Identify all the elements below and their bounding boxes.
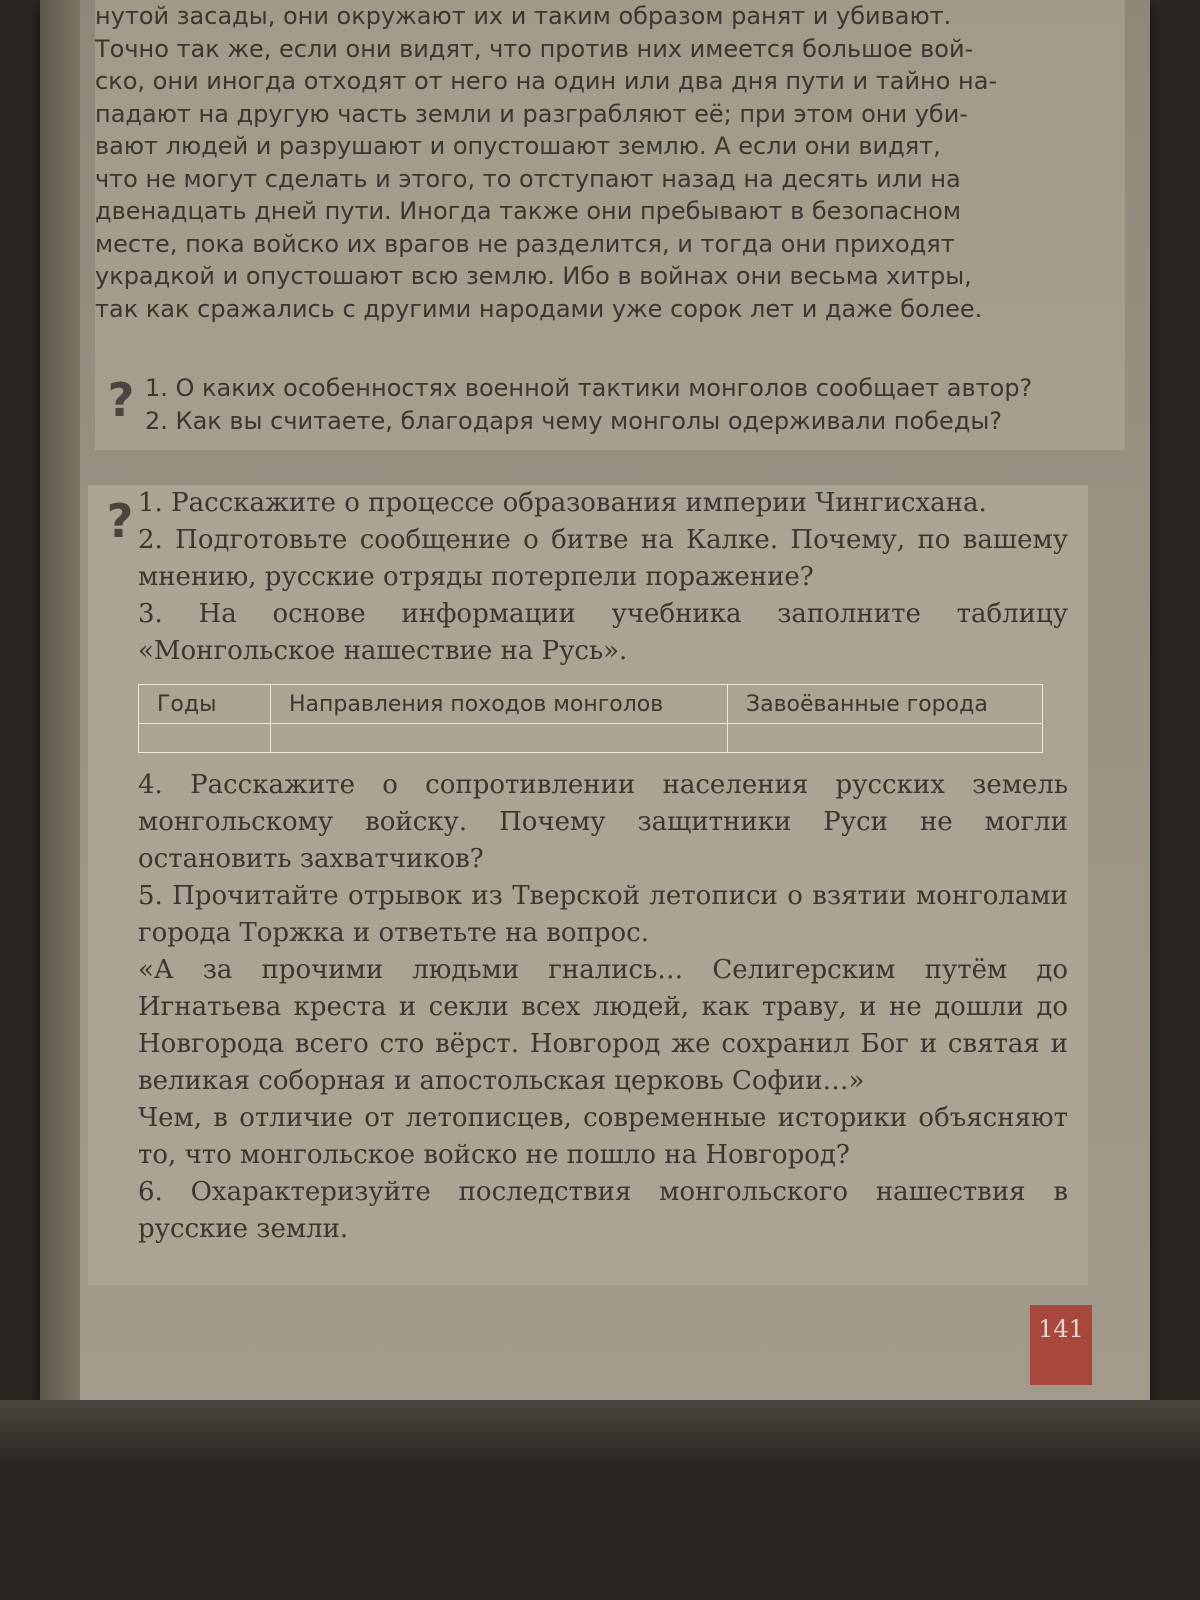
excerpt-question: 1. О каких особенностях военной тактики монголов сообщает автор? [145,374,1033,402]
table-header-directions: Направления походов монголов [271,685,728,724]
invasion-table [138,684,1043,753]
task-5: 5. Прочитайте отрывок из Тверской летописи о взятии монголами города Торжка и ответьте на вопрос. [138,881,1068,948]
task-6: 6. Охарактеризуйте последствия монгольского нашествия в русские земли. [138,1177,1068,1244]
task-4: 4. Расскажите о сопротивлении населения русских земель монгольскому войску. Почему защитники Руси не могли остановить захватчиков? [138,770,1068,874]
table-cell [271,724,728,753]
excerpt-line: падают на другую часть земли и разграбляют её; при этом они уби- [95,99,968,128]
table-cell [728,724,1043,753]
excerpt-line: двенадцать дней пути. Иногда также они пребывают в безопасном [95,197,961,225]
excerpt-line: месте, пока войско их врагов не разделится, и тогда они приходят [95,229,955,258]
table-cell [139,724,271,753]
task-2: 2. Подготовьте сообщение о битве на Калке. Почему, по вашему мнению, русские отряды потерпели поражение? [138,525,1068,592]
table-header-row [139,685,1043,724]
task-5-quote: «А за прочими людьми гнались… Селигерским путём до Игнатьева креста и секли всех людей, как траву, и не дошли до Новгорода всего сто вёрст. Новгород же сохранил Бог и святая и великая соборная и апостольская церковь Софии…» [138,955,1068,1096]
excerpt-question: 2. Как вы считаете, благодаря чему монголы одерживали победы? [145,407,1003,435]
table-header-years: Годы [139,685,271,724]
excerpt-line: так как сражались с другими народами уже сорок лет и даже более. [95,294,983,323]
table-row [139,724,1043,753]
table-header-cities: Завоёванные города [728,685,1043,724]
excerpt-line: ско, они иногда отходят от него на один или два дня пути и тайно на- [95,67,998,95]
excerpt-line: Точно так же, если они видят, что против них имеется большое вой- [95,34,974,63]
excerpt-line: что не могут сделать и этого, то отступают назад на десять или на [95,164,961,193]
excerpt-line: вают людей и разрушают и опустошают землю. А если они видят, [95,132,941,160]
table-surface [0,1400,1200,1460]
excerpt-questions [95,372,1095,438]
page-number: 141 [1030,1305,1092,1385]
excerpt-line: украдкой и опустошают всю землю. Ибо в войнах они весьма хитры, [95,262,972,290]
tasks-section [88,485,1088,1285]
question-mark-icon: ? [107,373,135,427]
question-mark-icon: ? [106,494,134,548]
tasks-list [138,485,1068,1248]
source-excerpt [95,0,1095,325]
task-1: 1. Расскажите о процессе образования империи Чингисхана. [138,488,987,518]
previous-page-edge [40,0,80,1400]
task-5-question: Чем, в отличие от летописцев, современные историки объясняют то, что монгольское войско не пошло на Новгород? [138,1103,1068,1170]
task-3: 3. На основе информации учебника заполните таблицу «Монгольское нашествие на Русь». [138,599,1068,666]
excerpt-line: нутой засады, они окружают их и таким образом ранят и убивают. [95,2,952,30]
